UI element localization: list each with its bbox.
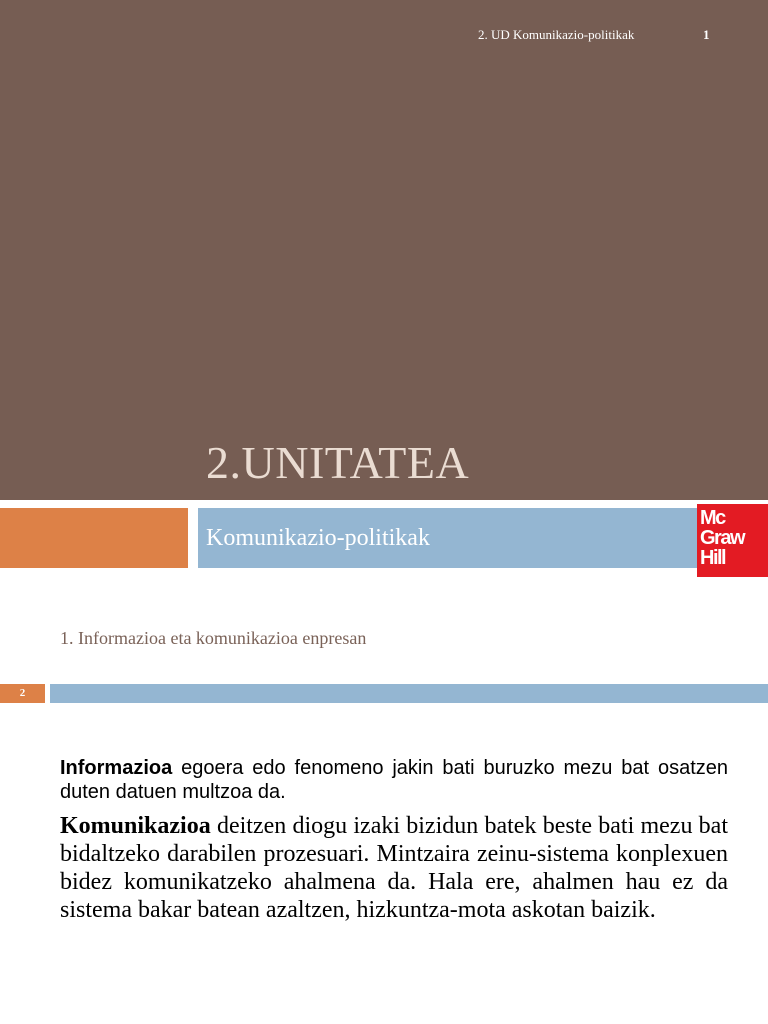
slide-header-bar bbox=[50, 684, 768, 703]
header-course-name: 2. UD Komunikazio-politikak bbox=[478, 27, 635, 42]
orange-accent-bar bbox=[0, 508, 188, 568]
definition-komunikazioa: deitzen diogu izaki bizidun batek beste bati mezu bat bidaltzeko darabilen prozesuari. Mintzaira zeinu-sistema konplexuen bidez komunikatzeko ahalmena da. Hala ere, ahalmen hau ez da sistema bakar batean azaltzen, hizkuntza-mota askotan baizik. bbox=[60, 813, 728, 923]
slide-number-badge: 2 bbox=[0, 684, 45, 703]
unit-title: 2.UNITATEA bbox=[206, 437, 470, 488]
logo-line-1: Mc bbox=[700, 507, 725, 529]
slide-subtitle: Komunikazio-politikak bbox=[206, 525, 430, 551]
section-heading: 1. Informazioa eta komunikazioa enpresan bbox=[60, 628, 367, 648]
term-komunikazioa: Komunikazioa bbox=[60, 813, 211, 839]
mcgraw-hill-logo bbox=[697, 504, 768, 577]
logo-line-3: Hill bbox=[700, 547, 726, 569]
title-slide-background bbox=[0, 0, 768, 500]
paragraph-informazioa bbox=[60, 756, 728, 804]
header-page-number: 1 bbox=[703, 27, 710, 42]
paragraph-komunikazioa bbox=[60, 812, 728, 924]
logo-line-2: Graw bbox=[700, 527, 745, 549]
term-informazioa: Informazioa bbox=[60, 757, 173, 779]
definition-informazioa: egoera edo fenomeno jakin bati buruzko mezu bat osatzen duten datuen multzoa da. bbox=[60, 757, 728, 803]
